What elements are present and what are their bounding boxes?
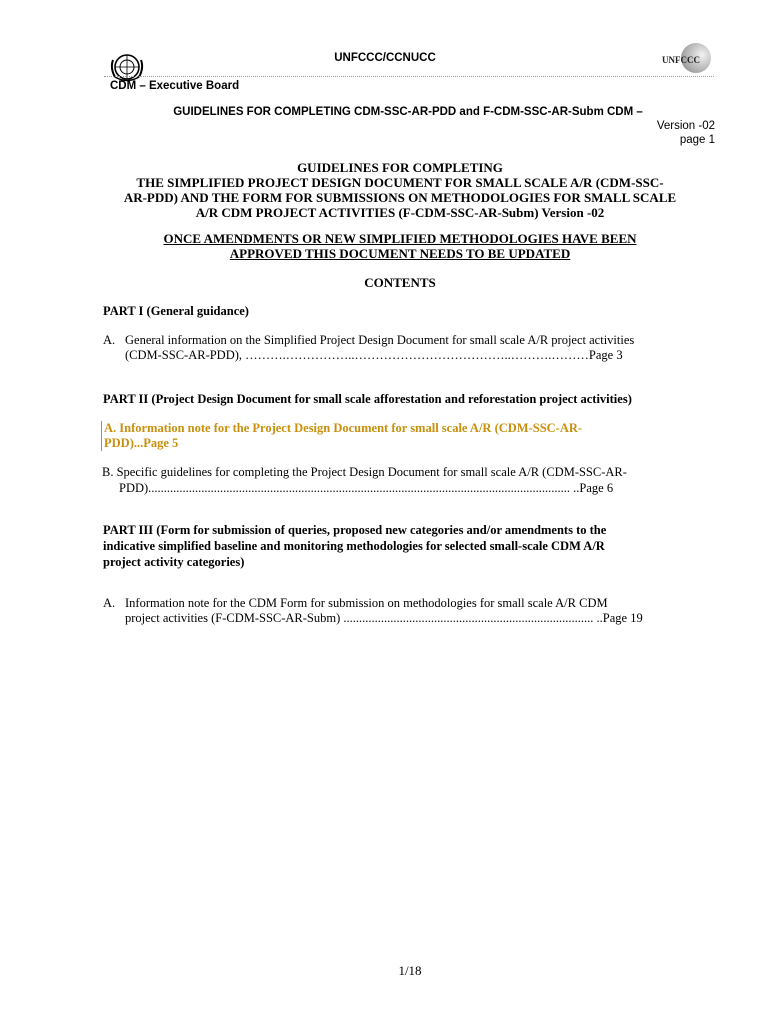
document-title	[90, 160, 710, 220]
part3-heading-line1: PART III (Form for submission of queries, proposed new categories and/or amendments to the	[103, 523, 607, 537]
toc-link-line2: PDD)...Page 5	[104, 436, 179, 450]
part1-heading: PART I (General guidance)	[103, 304, 249, 318]
toc-link-line1: A. Information note for the Project Design Document for small scale A/R (CDM-SSC-AR-	[104, 421, 583, 435]
unfccc-logo-text: UNFCCC	[662, 55, 700, 65]
toc-entry-part2-b[interactable]	[102, 464, 714, 496]
toc-letter: A.	[103, 596, 116, 610]
part3-heading-line2: indicative simplified baseline and monitoring methodologies for selected small-scale CDM A/R	[103, 539, 605, 553]
version-label: Version -02	[656, 120, 715, 132]
title-line-1: GUIDELINES FOR COMPLETING	[297, 160, 503, 175]
unfccc-logo	[656, 42, 714, 76]
part3-heading	[103, 522, 715, 570]
header-title: UNFCCC/CCNUCC	[334, 52, 436, 64]
contents-heading: CONTENTS	[364, 275, 436, 290]
toc-text-line2: (CDM-SSC-AR-PDD), ……….……………..………………………………..……….………Page 3	[125, 348, 623, 362]
amendment-line-2: APPROVED THIS DOCUMENT NEEDS TO BE UPDATED	[229, 246, 571, 261]
toc-text-line2: PDD)....................................................................................................................................... ..Page 6	[119, 481, 614, 495]
toc-text-line1: Information note for the CDM Form for submission on methodologies for small scale A/R CDM	[125, 596, 608, 610]
toc-entry-part1-a[interactable]	[103, 333, 715, 363]
title-line-4: A/R CDM PROJECT ACTIVITIES (F-CDM-SSC-AR-Subm) Version -02	[195, 205, 605, 220]
page-count-footer: 1/18	[398, 963, 422, 978]
toc-text-line1: B. Specific guidelines for completing the Project Design Document for small scale A/R (CDM-SSC-AR-	[102, 465, 627, 479]
header-divider	[104, 76, 714, 77]
toc-entry-part2-a-link[interactable]	[101, 421, 664, 451]
part2-heading: PART II (Project Design Document for small scale afforestation and reforestation project activities)	[103, 392, 632, 406]
title-line-3: AR-PDD) AND THE FORM FOR SUBMISSIONS ON METHODOLOGIES FOR SMALL SCALE	[123, 190, 677, 205]
executive-board-label: CDM – Executive Board	[110, 80, 240, 92]
part3-heading-line3: project activity categories)	[103, 555, 245, 569]
toc-text-line1: General information on the Simplified Project Design Document for small scale A/R project activities	[125, 333, 635, 347]
title-line-2: THE SIMPLIFIED PROJECT DESIGN DOCUMENT FOR SMALL SCALE A/R (CDM-SSC-	[136, 175, 664, 190]
amendment-line-1: ONCE AMENDMENTS OR NEW SIMPLIFIED METHODOLOGIES HAVE BEEN	[163, 231, 637, 246]
amendment-notice	[120, 231, 680, 261]
toc-letter: A.	[103, 333, 116, 347]
page-label: page 1	[679, 134, 715, 146]
running-header-guidelines: GUIDELINES FOR COMPLETING CDM-SSC-AR-PDD and F-CDM-SSC-AR-Subm CDM –	[173, 106, 643, 118]
toc-entry-part3-a[interactable]	[103, 596, 715, 626]
toc-text-line2: project activities (F-CDM-SSC-AR-Subm) ................................................................................ ..Page 19	[125, 611, 643, 625]
